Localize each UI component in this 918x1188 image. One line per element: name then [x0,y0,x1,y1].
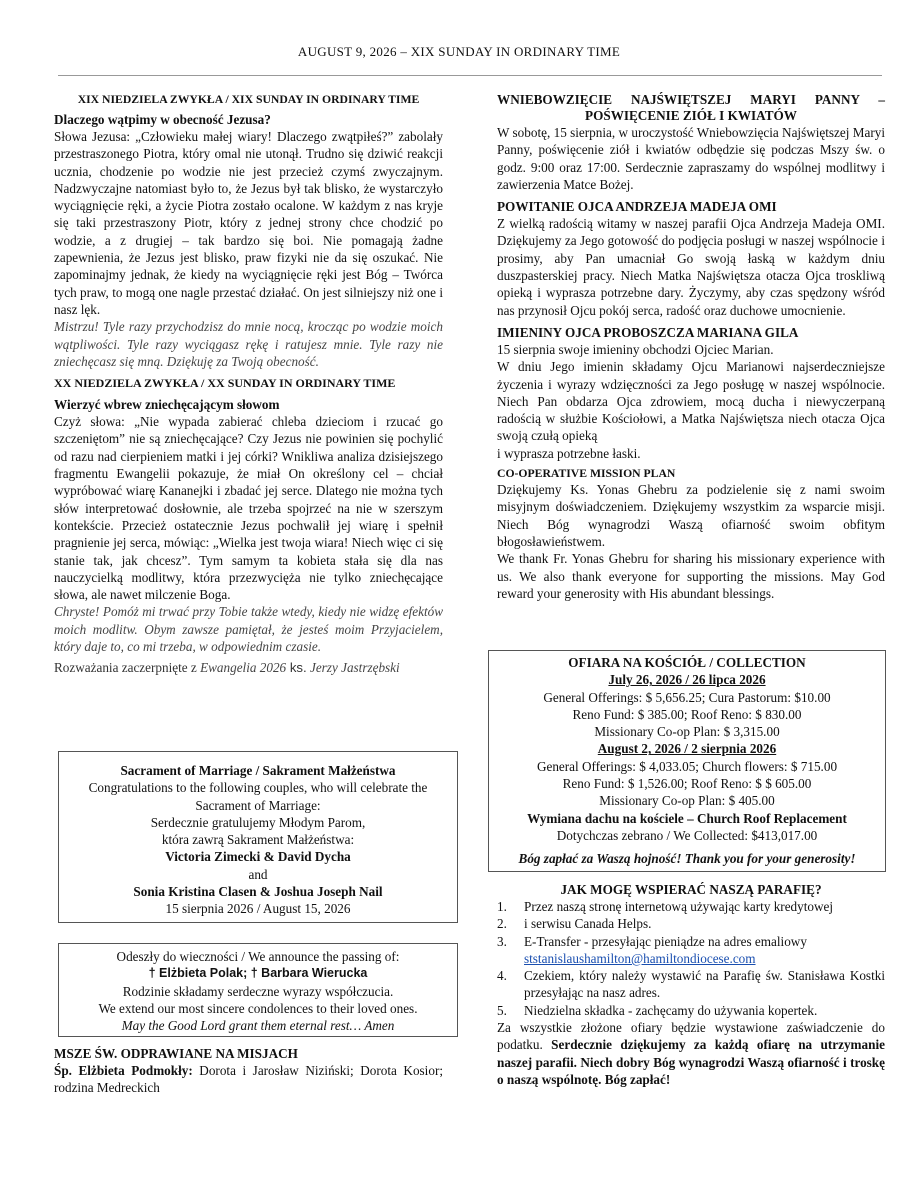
marriage-line2: Serdecznie gratulujemy Młodym Parom, [150,814,366,830]
collection-d1-line3: Missionary Co-op Plan: $ 3,315.00 [594,724,780,740]
marriage-and: and [248,866,268,882]
section-heading-xix: XIX NIEDZIELA ZWYKŁA / XIX SUNDAY IN ORDINARY TIME [77,93,420,106]
support-section [497,882,885,1088]
collection-thanks: Bóg zapłać za Waszą hojność! Thank you for your generosity! [518,851,856,867]
passing-line3: We extend our most sincere condolences to their loved ones. [98,1000,418,1016]
marriage-line3: która zawrą Sakrament Małżeństwa: [161,832,355,848]
passing-line2: Rodzinie składamy serdeczne wyrazy współczucia. [122,983,394,999]
marriage-line1: Congratulations to the following couples, who will celebrate the Sacrament of Marriage: [88,780,428,813]
email-link[interactable]: ststanislaushamilton@hamiltondiocese.com [524,950,756,966]
xx-subheading: Wierzyć wbrew zniechęcającym słowom [54,397,280,413]
xx-reflection: Czyż słowa: „Nie wypada zabierać chleba dzieciom i rzucać go szczeniętom” nie są zniechęcające? Czy Jezus nie powinien się pochylić od razu nad cierpieniem matki i jej córki? Wnikliwa analiza dzisiejszego fragmentu Ewangelii pokazuje, że miał On określony cel – chciał wypróbować wiarę Kananejki i zbadać jej serce. Dlatego nie można tych słów interpretować dosłownie, ale trzeba spojrzeć na nie w szerszym kontekście. Przecież ostatecznie Jezus pochwalił jej wiarę i spełnił pragnienie jej serca, mówiąc: „Wielka jest twoja wiara! Niech więc ci się stanie tak, jak chcesz”. Tym samym ta kobieta stała się dla nas nauczycielką modlitwy, która przezwycięża nie tylko zniechęcające słowa, ale nawet milczenie Boga. [54,414,443,603]
collection-d2-line2: Reno Fund: $ 1,526.00; Roof Reno: $ $ 605.00 [562,776,812,792]
xx-prayer: Chryste! Pomóż mi trwać przy Tobie także wtedy, kiedy nie widzę efektów moich modlitw. Obym zawsze pamiętał, że jesteś moim Przyjacielem, który daje to, co mi trzeba, w odpowiednim czasie. [54,604,443,655]
list-item: 1. Przez naszą stronę internetową używając karty kredytowej [497,899,834,914]
passing-line1: Odeszły do wieczności / We announce the passing of: [116,949,400,964]
left-column [54,92,443,677]
marriage-couple1: Victoria Zimecki & David Dycha [165,849,351,865]
collection-date1: July 26, 2026 / 26 lipca 2026 [608,672,766,688]
support-heading: JAK MOGĘ WSPIERAĆ NASZĄ PARAFIĘ? [560,882,822,897]
list-item: 3. E-Transfer - przesyłając pieniądze na adres emaliowy ststanislaushamilton@hamiltondiocese.com [497,933,807,966]
list-item: 5. Niedzielna składka - zachęcamy do używania kopertek. [497,1002,818,1018]
collection-box [488,650,886,872]
header-divider [58,75,882,76]
page-header: AUGUST 9, 2026 – XIX SUNDAY IN ORDINARY TIME [297,44,621,59]
collection-d1-line1: General Offerings: $ 5,656.25; Cura Pastorum: $10.00 [543,689,831,705]
marriage-couple2: Sonia Kristina Clasen & Joshua Joseph Nail [133,884,383,900]
nameday-heading: IMIENINY OJCA PROBOSZCZA MARIANA GILA [497,324,799,340]
right-column [497,92,885,602]
masses-section [54,1046,443,1097]
collection-title: OFIARA NA KOŚCIÓŁ / COLLECTION [568,655,806,670]
section-heading-xx: XX NIEDZIELA ZWYKŁA / XX SUNDAY IN ORDINARY TIME [54,376,396,391]
masses-text: Śp. Elżbieta Podmokły: Dorota i Jarosław Niziński; Dorota Kosior; rodzina Medreckich [54,1063,443,1096]
marriage-date: 15 sierpnia 2026 / August 15, 2026 [165,901,351,917]
passing-box [58,943,458,1037]
collection-d2-line1: General Offerings: $ 4,033.05; Church flowers: $ 715.00 [536,758,838,774]
xix-prayer: Mistrzu! Tyle razy przychodzisz do mnie nocą, krocząc po wodzie moich wątpliwości. Tyle razy wyciągasz rękę i ratujesz mnie. Tyle razy nie zniechęcasz się mną. Dziękuję za Twoją obecność. [54,319,443,369]
marriage-box [58,751,458,923]
mission-polish: Dziękujemy Ks. Yonas Ghebru za podzielenie się z nami swoim misyjnym doświadczeniem. Dziękujemy wszystkim za wsparcie misji. Niech Bóg wynagrodzi Waszą ofiarność swoim obfitym błogosławieństwem. [497,482,885,549]
roof-replacement-label: Wymiana dachu na kościele – Church Roof Replacement [527,810,847,826]
masses-heading: MSZE ŚW. ODPRAWIANE NA MISJACH [54,1046,298,1061]
welcome-body: Z wielką radością witamy w naszej parafii Ojca Andrzeja Madeja OMI. Dziękujemy za Jego gotowość do podjęcia posługi w naszej wspólnocie i prosimy, aby Pan umacniał Go swoją łaską w każdym dniu duszpasterskiej pracy. Niech Matka Najświętsza otacza Ojca troskliwą opieką i wyprasza potrzebne dary. Życzymy, aby czas spędzony wśród nas przynosił Ojcu pokój serca, radość oraz duchowe umocnienie. [497,216,885,318]
list-item: 4. Czekiem, który należy wystawić na Parafię św. Stanisława Kostki przesyłając na nasz adres. [497,968,885,1001]
reflection-source: Rozważania zaczerpnięte z Ewangelia 2026 ks. Jerzy Jastrzębski [54,660,400,676]
collection-d1-line2: Reno Fund: $ 385.00; Roof Reno: $ 830.00 [572,706,802,722]
roof-collected: Dotychczas zebrano / We Collected: $413,017.00 [556,827,818,843]
nameday-body: W dniu Jego imienin składamy Ojcu Marianowi najserdeczniejsze życzenia i wyrazy wdzięczności za Jego posługę w naszej wspólnocie. Niech Pan obdarza Ojca zdrowiem, mocą ducha i niewyczerpaną radością w służbie Kościołowi, a Matka Najświętsza niech otacza Ojca swoją czułą opieką [497,359,885,444]
assumption-heading-line2: POŚWIĘCENIE ZIÓŁ I KWIATÓW [585,108,797,123]
xix-reflection: Słowa Jezusa: „Człowieku małej wiary! Dlaczego zwątpiłeś?” zabolały przestraszonego Piotra, który omal nie utonął. Trudno się dziwić reakcji ucznia, chodzenie po wodzie nie jest przecież czymś zwyczajnym. Nadzwyczajne natomiast było to, że Jezus był tak blisko, że wystarczyło wyciągnięcie ręki, a życie Piotra zostało ocalone. W każdym z nas kryje się taki przestraszony Piotr, który z jednej strony chce chodzić po wodzie, a z drugiej – tak bardzo się boi. Nie pomagają żadne zapewnienia, że Jezus jest blisko, praw fizyki nie da się oszukać. Nie zapominajmy jednak, że kiedy na wyciągnięcie ręki jest Bóg – Twórca tych praw, to mogą one nagle przestać działać. On jest silniejszy niż one i nasz lęk. [54,129,443,317]
xix-subheading: Dlaczego wątpimy w obecność Jezusa? [54,112,271,127]
support-closing: Za wszystkie złożone ofiary będzie wystawione zaświadczenie do podatku. Serdecznie dziękujemy za każdą ofiarę na utrzymanie naszej parafii. Niech dobry Bóg wynagrodzi Waszą ofiarność i troskę o naszą wspólnotę. Bóg zapłać! [497,1020,885,1087]
mission-heading: CO-OPERATIVE MISSION PLAN [497,467,676,481]
mission-english: We thank Fr. Yonas Ghebru for sharing his missionary experience with us. We also thank everyone for supporting the missions. May God reward your generosity with His abundant blessings. [497,551,885,601]
assumption-body: W sobotę, 15 sierpnia, w uroczystość Wniebowzięcia Najświętszej Maryi Panny, poświęcenie ziół i kwiatów odbędzie się podczas Mszy św. o godz. 9:00 oraz 17:00. Serdecznie zapraszamy do wspólnej modlitwy i zawierzenia Matce Bożej. [497,125,885,192]
nameday-line1: 15 sierpnia swoje imieniny obchodzi Ojciec Marian. [497,341,774,357]
collection-date2: August 2, 2026 / 2 sierpnia 2026 [597,741,777,757]
welcome-heading: POWITANIE OJCA ANDRZEJA MADEJA OMI [497,199,777,215]
marriage-title: Sacrament of Marriage / Sakrament Małżeństwa [120,763,396,778]
list-item: 2. i serwisu Canada Helps. [497,916,652,932]
support-list [497,898,885,1019]
assumption-heading-line1: WNIEBOWZIĘCIE NAJŚWIĘTSZEJ MARYI PANNY – [497,92,885,107]
nameday-last: i wyprasza potrzebne łaski. [497,445,641,461]
passing-line4: May the Good Lord grant them eternal rest… Amen [121,1018,395,1034]
collection-d2-line3: Missionary Co-op Plan: $ 405.00 [599,793,775,809]
passing-names: † Elżbieta Polak; † Barbara Wierucka [148,966,368,981]
